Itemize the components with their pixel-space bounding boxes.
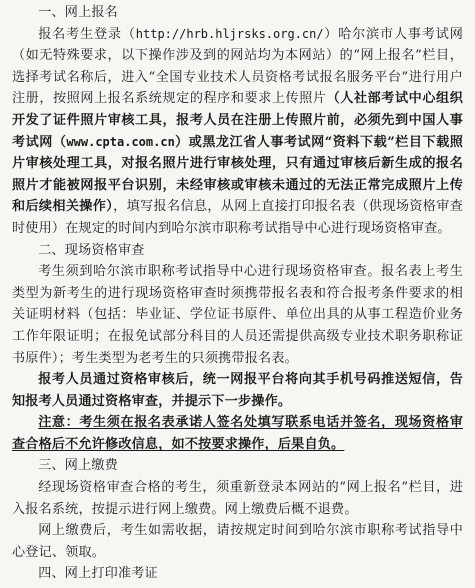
photo-tool-notice-start: （人社部考试中心组织开发了证件照片审核工具，报考人员在注册上传照片前，必须先到中国人事考试网（ [12, 91, 463, 150]
section-heading-online-registration: 一、网上报名 [38, 5, 118, 20]
paragraph-payment-receipt: 网上缴费后，考生如需收据，请按规定时间到哈尔滨市职称考试指导中心登记、领取。 [12, 523, 463, 560]
section-heading-print-admission-ticket: 四、网上打印准考证 [38, 566, 158, 582]
paragraph-sms-notification: 报考人员通过资格审核后，统一网报平台将向其手机号码推送短信，告知报考人员通过资格审查，并提示下一步操作。 [12, 372, 463, 409]
exam-website-url: http://hrb.hljrsks.org.cn/ [135, 26, 324, 41]
registration-text-start: 报名考生登录（ [38, 26, 136, 42]
paragraph-attention-notice: 注意：考生须在报名表承诺人签名处填写联系电话并签名，现场资格审查合格后不允许修改信息，如不按要求操作，后果自负。 [12, 415, 463, 452]
section-heading-qualification-review: 二、现场资格审查 [38, 242, 145, 258]
section-heading-online-payment: 三、网上缴费 [38, 458, 118, 474]
registration-text-middle: ）哈尔滨市人事考试网（如无特殊要求，以下操作涉及到的网站均为本网站）的“网上报名”栏目，选择考试名称后，进入“全国专业技术人员资格考试报名服务平台”进行用户注册，按照网上报名系统规定的程序和要求上传照片 [12, 26, 463, 107]
registration-text-end: ，填写报名信息，从网上直接打印报名表（供现场资格审查时使用）在规定的时间内到哈尔滨市职称考试指导中心进行现场资格审查。 [12, 199, 463, 236]
paragraph-qualification-review: 考生须到哈尔滨市职称考试指导中心进行现场资格审查。报名表上考生类型为新考生的进行现场资格审查时须携带报名表和符合报考条件要求的相关证明材料（包括：毕业证、学位证书原件、单位出具的从事工程造价业务工作年限证明；在报免试部分科目的人员还需提供高级专业技术职务职称证书原件）；考生类型为老考生的只须携带报名表。 [12, 264, 463, 366]
paragraph-online-payment: 经现场资格审查合格的考生，须重新登录本网站的“网上报名”栏目，进入报名系统，按提示进行网上缴费。网上缴费后概不退费。 [12, 480, 463, 517]
paragraph-online-registration [12, 24, 463, 240]
cpta-website-url: www.cpta.com.cn [66, 134, 175, 149]
photo-tool-notice-end: ）或黑龙江省人事考试网“资料下载”栏目下载照片审核处理工具，对报名照片进行审核处理，只有通过审核后新生成的报名照片才能被网报平台识别，未经审核或审核未通过的无法正常完成照片上传和后续相关操作） [12, 134, 463, 215]
